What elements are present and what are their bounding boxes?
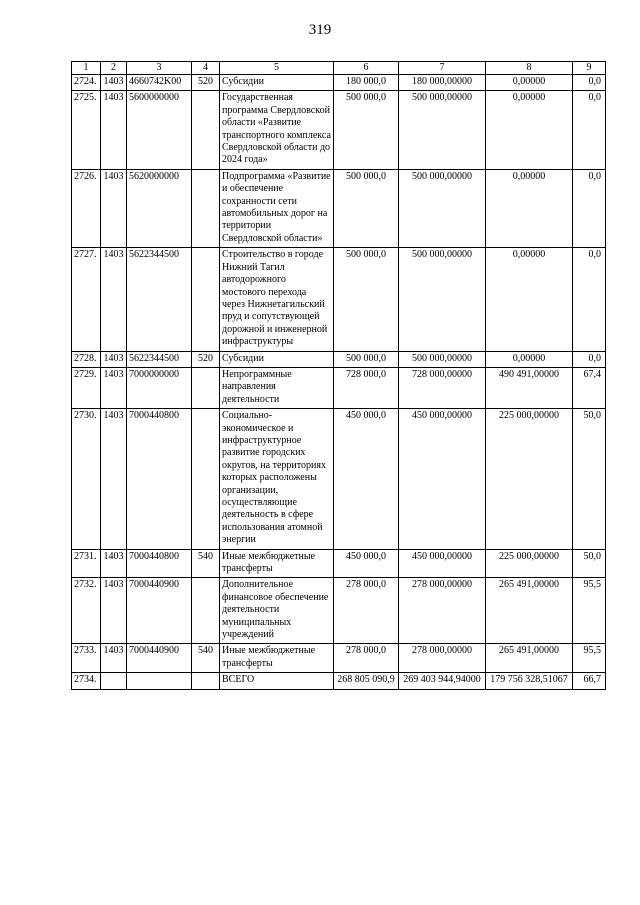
approved-amount: 450 000,00000 [399, 409, 486, 549]
executed-amount: 0,00000 [486, 75, 573, 91]
item-name: Социально-экономическое и инфраструктурное развитие городских округов, на территориях которых расположены организации, осуществляющие деятельность в сфере использования атомной энергии [220, 409, 334, 549]
target-article-code: 7000000000 [127, 367, 192, 408]
header-cell-4: 4 [192, 62, 220, 75]
page-number: 319 [308, 22, 332, 38]
planned-amount: 728 000,0 [334, 367, 399, 408]
section-code [101, 673, 127, 689]
planned-amount: 500 000,0 [334, 91, 399, 169]
executed-amount: 265 491,00000 [486, 578, 573, 644]
row-number: 2725. [72, 91, 101, 169]
header-cell-7: 7 [399, 62, 486, 75]
section-code: 1403 [101, 644, 127, 673]
approved-amount: 500 000,00000 [399, 351, 486, 367]
execution-percent: 0,0 [573, 169, 606, 247]
table-row [72, 248, 606, 351]
target-article-code: 5622344500 [127, 248, 192, 351]
target-article-code: 5600000000 [127, 91, 192, 169]
execution-percent: 67,4 [573, 367, 606, 408]
expense-type-code [192, 578, 220, 644]
planned-amount: 180 000,0 [334, 75, 399, 91]
expense-type-code: 520 [192, 351, 220, 367]
section-code: 1403 [101, 578, 127, 644]
expense-type-code [192, 169, 220, 247]
item-name: Государственная программа Свердловской области «Развитие транспортного комплекса Свердловской области до 2024 года» [220, 91, 334, 169]
row-number: 2728. [72, 351, 101, 367]
section-code: 1403 [101, 248, 127, 351]
execution-percent: 50,0 [573, 409, 606, 549]
item-name: Дополнительное финансовое обеспечение деятельности муниципальных учреждений [220, 578, 334, 644]
table-row [72, 91, 606, 169]
executed-amount: 490 491,00000 [486, 367, 573, 408]
row-number: 2734. [72, 673, 101, 689]
total-executed-amount: 179 756 328,51067 [486, 673, 573, 689]
table-row [72, 75, 606, 91]
section-code: 1403 [101, 75, 127, 91]
header-cell-3: 3 [127, 62, 192, 75]
approved-amount: 180 000,00000 [399, 75, 486, 91]
section-code: 1403 [101, 549, 127, 578]
expense-type-code: 520 [192, 75, 220, 91]
header-cell-8: 8 [486, 62, 573, 75]
table-row [72, 409, 606, 549]
item-name: Субсидии [220, 75, 334, 91]
expense-type-code: 540 [192, 549, 220, 578]
execution-percent: 0,0 [573, 351, 606, 367]
header-cell-2: 2 [101, 62, 127, 75]
header-cell-5: 5 [220, 62, 334, 75]
approved-amount: 278 000,00000 [399, 644, 486, 673]
table-body [72, 75, 606, 690]
item-name: Иные межбюджетные трансферты [220, 549, 334, 578]
target-article-code: 5622344500 [127, 351, 192, 367]
approved-amount: 278 000,00000 [399, 578, 486, 644]
section-code: 1403 [101, 169, 127, 247]
section-code: 1403 [101, 367, 127, 408]
table-row [72, 578, 606, 644]
expense-type-code [192, 367, 220, 408]
row-number: 2733. [72, 644, 101, 673]
execution-percent: 95,5 [573, 578, 606, 644]
target-article-code: 7000440900 [127, 578, 192, 644]
target-article-code: 7000440800 [127, 549, 192, 578]
execution-percent: 50,0 [573, 549, 606, 578]
table-row [72, 367, 606, 408]
target-article-code [127, 673, 192, 689]
expense-type-code [192, 673, 220, 689]
item-name: Строительство в городе Нижний Тагил автодорожного мостового перехода через Нижнетагильский пруд и сопутствующей дорожной и инженерной инфраструктуры [220, 248, 334, 351]
table-row [72, 549, 606, 578]
planned-amount: 450 000,0 [334, 549, 399, 578]
item-name: Подпрограмма «Развитие и обеспечение сохранности сети автомобильных дорог на территории Свердловской области» [220, 169, 334, 247]
planned-amount: 278 000,0 [334, 644, 399, 673]
planned-amount: 500 000,0 [334, 248, 399, 351]
approved-amount: 500 000,00000 [399, 248, 486, 351]
executed-amount: 0,00000 [486, 351, 573, 367]
row-number: 2730. [72, 409, 101, 549]
header-cell-9: 9 [573, 62, 606, 75]
row-number: 2726. [72, 169, 101, 247]
execution-percent: 0,0 [573, 75, 606, 91]
expense-type-code [192, 409, 220, 549]
target-article-code: 7000440800 [127, 409, 192, 549]
approved-amount: 728 000,00000 [399, 367, 486, 408]
row-number: 2724. [72, 75, 101, 91]
row-number: 2727. [72, 248, 101, 351]
executed-amount: 0,00000 [486, 248, 573, 351]
planned-amount: 450 000,0 [334, 409, 399, 549]
table-row [72, 169, 606, 247]
executed-amount: 0,00000 [486, 169, 573, 247]
header-row [72, 62, 606, 75]
section-code: 1403 [101, 91, 127, 169]
expense-type-code [192, 248, 220, 351]
table-header [72, 62, 606, 75]
header-cell-1: 1 [72, 62, 101, 75]
planned-amount: 278 000,0 [334, 578, 399, 644]
target-article-code: 7000440900 [127, 644, 192, 673]
section-code: 1403 [101, 409, 127, 549]
execution-percent: 95,5 [573, 644, 606, 673]
total-planned-amount: 268 805 090,9 [334, 673, 399, 689]
total-approved-amount: 269 403 944,94000 [399, 673, 486, 689]
executed-amount: 225 000,00000 [486, 409, 573, 549]
approved-amount: 450 000,00000 [399, 549, 486, 578]
row-number: 2731. [72, 549, 101, 578]
planned-amount: 500 000,0 [334, 169, 399, 247]
expense-type-code: 540 [192, 644, 220, 673]
budget-table [71, 61, 606, 690]
section-code: 1403 [101, 351, 127, 367]
target-article-code: 4660742K00 [127, 75, 192, 91]
table-row [72, 351, 606, 367]
executed-amount: 265 491,00000 [486, 644, 573, 673]
item-name: Непрограммные направления деятельности [220, 367, 334, 408]
table-row [72, 644, 606, 673]
expense-type-code [192, 91, 220, 169]
total-label: ВСЕГО [220, 673, 334, 689]
row-number: 2732. [72, 578, 101, 644]
total-execution-percent: 66,7 [573, 673, 606, 689]
executed-amount: 0,00000 [486, 91, 573, 169]
execution-percent: 0,0 [573, 248, 606, 351]
item-name: Субсидии [220, 351, 334, 367]
target-article-code: 5620000000 [127, 169, 192, 247]
executed-amount: 225 000,00000 [486, 549, 573, 578]
planned-amount: 500 000,0 [334, 351, 399, 367]
item-name: Иные межбюджетные трансферты [220, 644, 334, 673]
total-row [72, 673, 606, 689]
row-number: 2729. [72, 367, 101, 408]
approved-amount: 500 000,00000 [399, 91, 486, 169]
approved-amount: 500 000,00000 [399, 169, 486, 247]
header-cell-6: 6 [334, 62, 399, 75]
execution-percent: 0,0 [573, 91, 606, 169]
